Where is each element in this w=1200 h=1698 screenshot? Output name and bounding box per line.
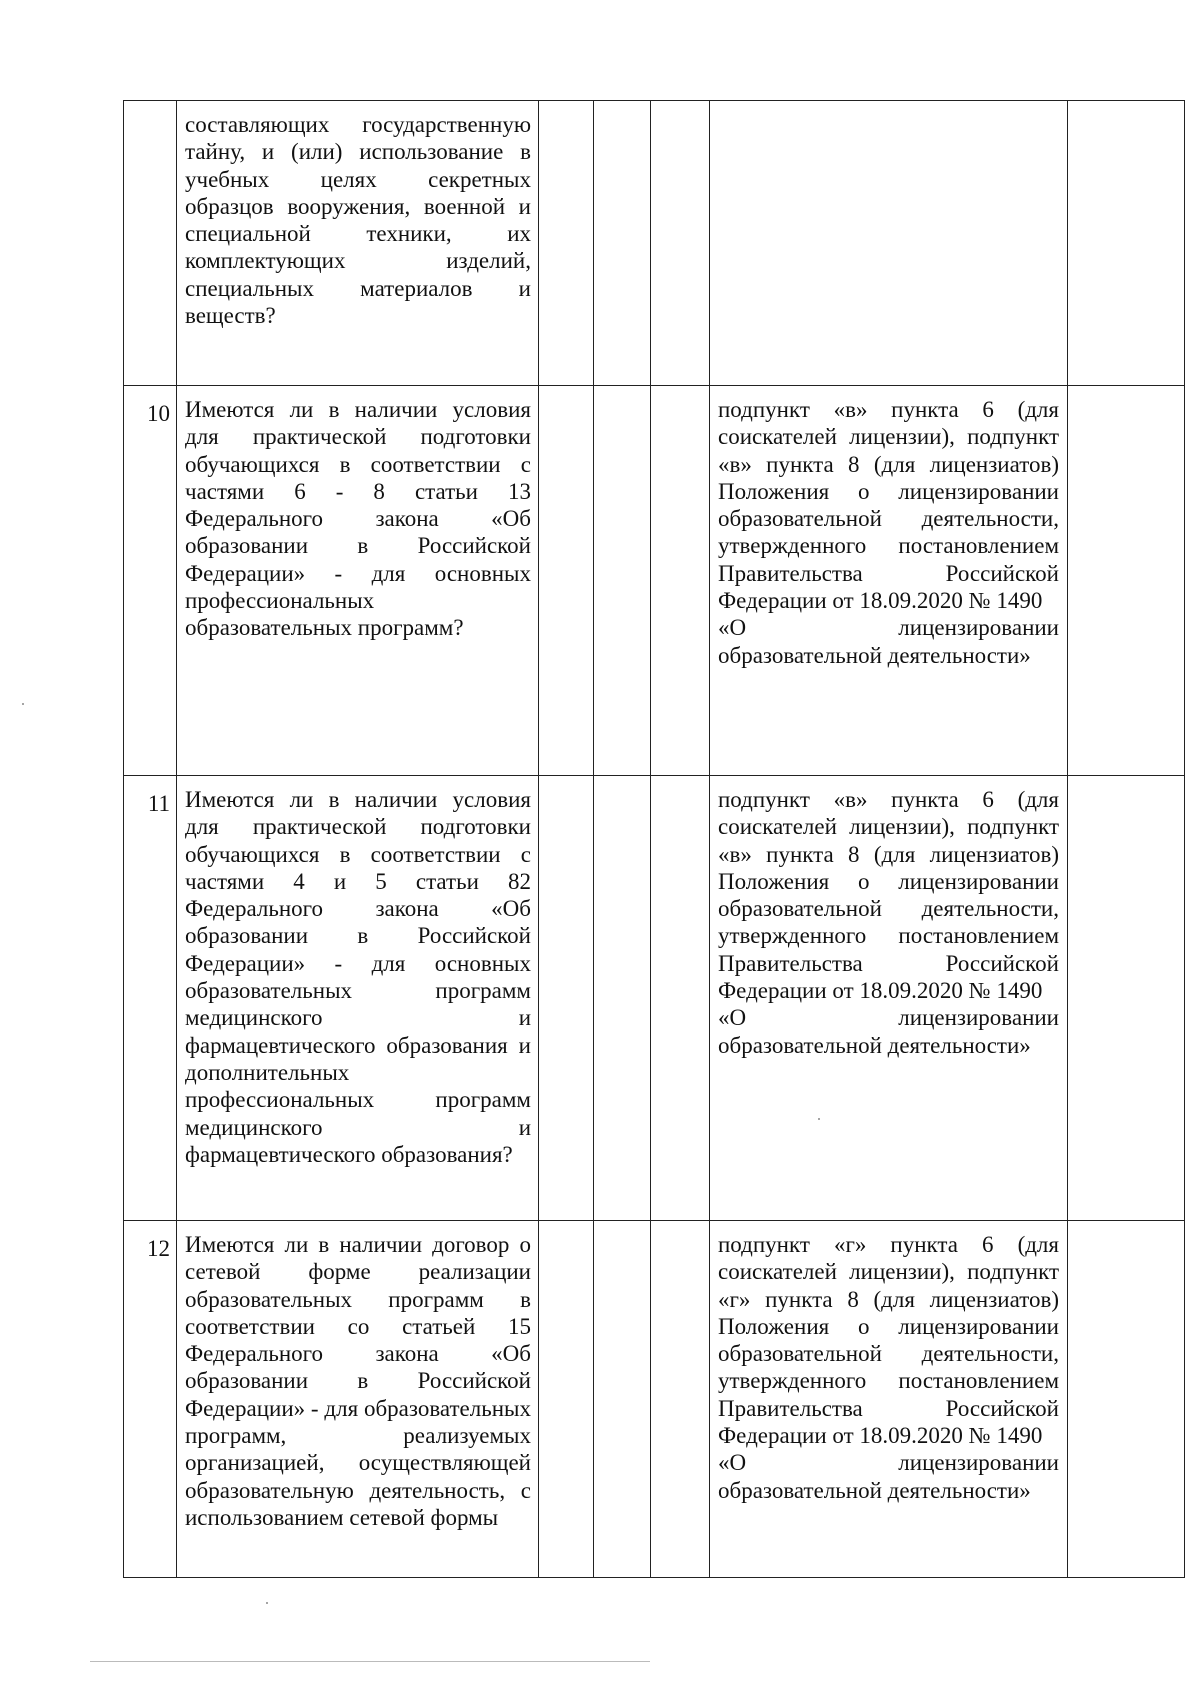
reference-text: подпункт «г» пункта 6 (для соискателей лицензии), подпункт «г» пункта 8 (для лицензиатов) Положения о лицензировании образовательной деятельности, утвержденного постановлением Правительства Российской Федерации от 18.09.2020 № 1490: [718, 1232, 1059, 1449]
table-row: [124, 776, 1185, 1221]
scan-edge-line: [90, 1661, 650, 1662]
reference-cell: [710, 1221, 1068, 1578]
answer-no-cell: [594, 776, 651, 1221]
row-number: 11: [124, 776, 177, 1221]
answer-yes-cell: [539, 101, 594, 386]
row-number: [124, 101, 177, 386]
scan-speck: [22, 703, 24, 705]
question-cell: [177, 1221, 539, 1578]
question-text: составляющих государственную тайну, и (или) использование в учебных целях секретных образцов вооружения, военной и специальной техники, их комплектующих изделий, специальных материалов и веществ?: [185, 112, 531, 329]
scan-speck: [818, 1118, 820, 1120]
row-number: 12: [124, 1221, 177, 1578]
reference-cell: [710, 386, 1068, 776]
note-cell: [1068, 1221, 1185, 1578]
table-row: [124, 1221, 1185, 1578]
question-cell: [177, 101, 539, 386]
answer-na-cell: [651, 776, 710, 1221]
reference-cell: [710, 776, 1068, 1221]
reference-cell: [710, 101, 1068, 386]
answer-no-cell: [594, 386, 651, 776]
answer-na-cell: [651, 1221, 710, 1578]
answer-na-cell: [651, 101, 710, 386]
question-text: Имеются ли в наличии условия для практической подготовки обучающихся в соответствии с частями 4 и 5 статьи 82 Федерального закона «Об образовании в Российской Федерации» - для основных образовательных программ медицинского и фармацевтического образования и дополнительных профессиональных программ медицинского и фармацевтического образования?: [185, 787, 531, 1167]
answer-no-cell: [594, 101, 651, 386]
scan-speck: [266, 1602, 268, 1604]
question-text: Имеются ли в наличии договор о сетевой форме реализации образовательных программ в соответствии со статьей 15 Федерального закона «Об образовании в Российской Федерации» - для образовательных программ, реализуемых организацией, осуществляющей образовательную деятельность, с использованием сетевой формы: [185, 1232, 531, 1530]
reference-text: подпункт «в» пункта 6 (для соискателей лицензии), подпункт «в» пункта 8 (для лицензиатов) Положения о лицензировании образовательной деятельности, утвержденного постановлением Правительства Российской Федерации от 18.09.2020 № 1490: [718, 397, 1059, 614]
note-cell: [1068, 386, 1185, 776]
reference-title: «О лицензировании образовательной деятельности»: [718, 1005, 1059, 1058]
reference-title: «О лицензировании образовательной деятельности»: [718, 1450, 1059, 1503]
answer-no-cell: [594, 1221, 651, 1578]
question-cell: [177, 776, 539, 1221]
reference-title: «О лицензировании образовательной деятельности»: [718, 615, 1059, 668]
answer-yes-cell: [539, 386, 594, 776]
note-cell: [1068, 776, 1185, 1221]
row-number: 10: [124, 386, 177, 776]
reference-text: подпункт «в» пункта 6 (для соискателей лицензии), подпункт «в» пункта 8 (для лицензиатов) Положения о лицензировании образовательной деятельности, утвержденного постановлением Правительства Российской Федерации от 18.09.2020 № 1490: [718, 787, 1059, 1004]
table-row: [124, 101, 1185, 386]
answer-yes-cell: [539, 1221, 594, 1578]
checklist-table: [123, 100, 1185, 1578]
answer-yes-cell: [539, 776, 594, 1221]
table-row: [124, 386, 1185, 776]
question-text: Имеются ли в наличии условия для практической подготовки обучающихся в соответствии с частями 6 - 8 статьи 13 Федерального закона «Об образовании в Российской Федерации» - для основных профессиональных образовательных программ?: [185, 397, 531, 641]
question-cell: [177, 386, 539, 776]
note-cell: [1068, 101, 1185, 386]
answer-na-cell: [651, 386, 710, 776]
